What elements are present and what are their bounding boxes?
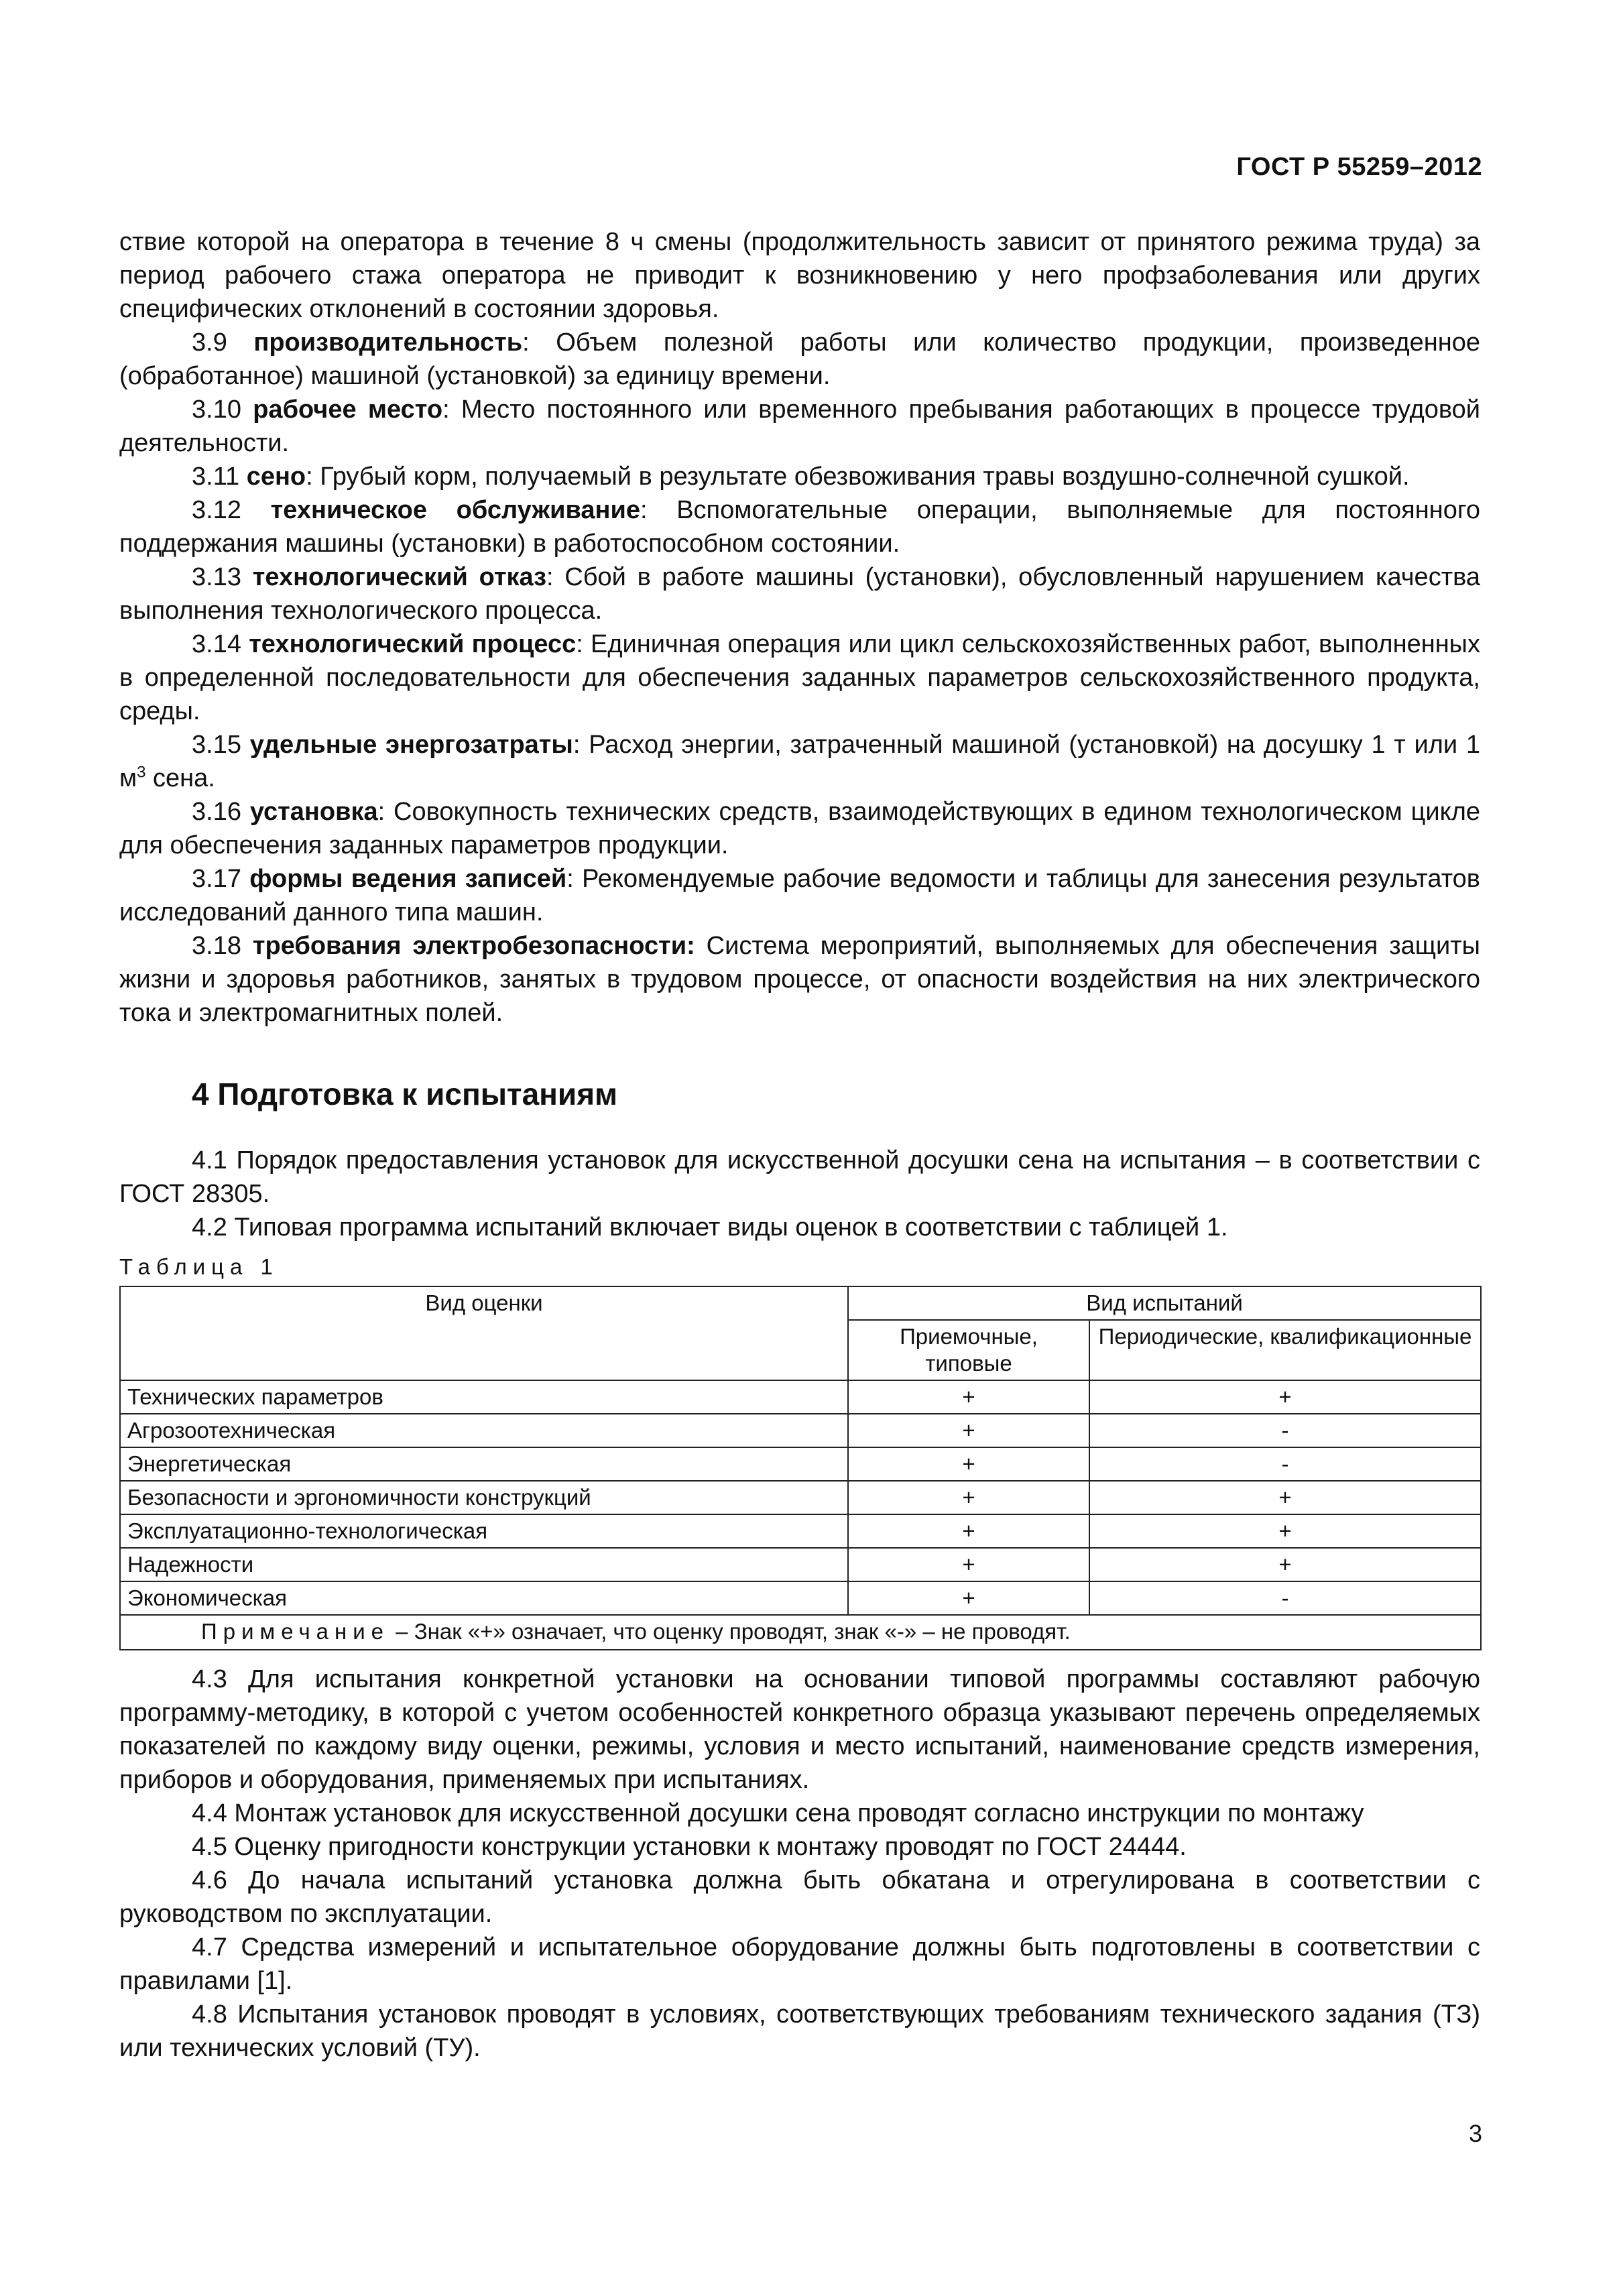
definition-3-13: 3.13 технологический отказ: Сбой в работе машины (установки), обусловленный нарушением качества выполнения технологического процесса. <box>119 563 1480 625</box>
definition-3-17: 3.17 формы ведения записей: Рекомендуемые рабочие ведомости и таблицы для занесения результатов исследований данного типа машин. <box>119 865 1480 926</box>
paragraph-4-5: 4.5 Оценку пригодности конструкции установки к монтажу проводят по ГОСТ 24444. <box>192 1833 1187 1861</box>
definition-3-10: 3.10 рабочее место: Место постоянного или временного пребывания работающих в процессе трудовой деятельности. <box>119 396 1480 457</box>
continuation-paragraph: ствие которой на оператора в течение 8 ч смены (продолжительность зависит от принятого режима труда) за период рабочего стажа оператора не приводит к возникновению у него профзаболевания или других специфических отклонений в состоянии здоровья. <box>119 228 1480 323</box>
paragraph-4-3: 4.3 Для испытания конкретной установки на основании типовой программы составляют рабочую программу-методику, в которой с учетом особенностей конкретного образца указывают перечень определяемых показателей по каждому виду оценки, режимы, условия и место испытаний, наименование средств измерения, приборов и оборудования, применяемых при испытаниях. <box>119 1665 1480 1794</box>
definition-3-15: 3.15 удельные энергозатраты: Расход энергии, затраченный машиной (установкой) на досушку 1 т или 1 $м^3$ сена. <box>119 731 1480 792</box>
table-caption: Таблица 1 <box>119 1254 279 1279</box>
evaluation-table <box>119 1286 1482 1650</box>
page-number: 3 <box>1468 2120 1482 2147</box>
paragraph-4-4: 4.4 Монтаж установок для искусственной досушки сена проводят согласно инструкции по монтажу <box>192 1799 1364 1827</box>
paragraph-4-2: 4.2 Типовая программа испытаний включает виды оценок в соответствии с таблицей 1. <box>192 1213 1228 1242</box>
term: формы ведения записей <box>249 865 567 893</box>
definition-3-14: 3.14 технологический процесс: Единичная операция или цикл сельскохозяйственных работ, выполненных в определенной последовательности для обеспечения заданных параметров сельскохозяйственного продукта, среды. <box>119 630 1480 725</box>
table-cell: - <box>1089 1447 1481 1481</box>
term: технологический отказ <box>252 563 547 591</box>
table-cell: + <box>1089 1481 1481 1514</box>
table-cell: + <box>848 1380 1089 1414</box>
table-cell: Надежности <box>120 1548 848 1581</box>
after-table-block <box>119 1663 1480 2065</box>
table-cell: Технических параметров <box>120 1380 848 1414</box>
term: требования электробезопасности: <box>252 932 695 960</box>
paragraph-4-7: 4.7 Средства измерений и испытательное оборудование должны быть подготовлены в соответствии с правилами [1]. <box>119 1933 1480 1995</box>
definition-3-11: 3.11 сено: Грубый корм, получаемый в результате обезвоживания травы воздушно-солнечной сушкой. <box>192 463 1410 491</box>
term: установка <box>249 798 378 826</box>
table-row <box>120 1481 1481 1514</box>
table-row <box>120 1447 1481 1481</box>
table-row <box>120 1414 1481 1447</box>
table-cell: Эксплуатационно-технологическая <box>120 1514 848 1548</box>
table-cell: Безопасности и эргономичности конструкций <box>120 1481 848 1514</box>
section-heading: 4 Подготовка к испытаниям <box>192 1077 618 1111</box>
document-code: ГОСТ Р 55259–2012 <box>1236 153 1482 181</box>
term: сено <box>246 463 306 491</box>
column-subheader: Приемочные, типовые <box>848 1320 1089 1380</box>
column-subheader: Периодические, квалификационные <box>1089 1320 1481 1380</box>
table-cell: + <box>848 1414 1089 1447</box>
paragraph-4-8: 4.8 Испытания установок проводят в условиях, соответствующих требованиям технического задания (ТЗ) или технических условий (ТУ). <box>119 2000 1480 2062</box>
term: технологический процесс <box>249 630 577 658</box>
table-cell: Агрозоотехническая <box>120 1414 848 1447</box>
table-cell: Энергетическая <box>120 1447 848 1481</box>
table-note <box>120 1615 1481 1650</box>
note-label: Примечание <box>201 1619 390 1644</box>
table-cell: + <box>848 1581 1089 1615</box>
superscript: 3 <box>137 763 146 782</box>
table-cell: + <box>1089 1514 1481 1548</box>
term: удельные энергозатраты <box>249 731 573 759</box>
column-header: Вид испытаний <box>848 1286 1481 1320</box>
table-row <box>120 1581 1481 1615</box>
definition-3-18: 3.18 требования электробезопасности: Система мероприятий, выполняемых для обеспечения защиты жизни и здоровья работников, занятых в трудовом процессе, от опасности воздействия на них электрического тока и электромагнитных полей. <box>119 932 1480 1027</box>
note-text: – Знак «+» означает, что оценку проводят, знак «-» – не проводят. <box>389 1619 1071 1644</box>
table-cell: + <box>1089 1548 1481 1581</box>
definition-3-9: 3.9 производительность: Объем полезной работы или количество продукции, произведенное (обработанное) машиной (установкой) за единицу времени. <box>119 328 1481 390</box>
page-content <box>119 225 1480 2065</box>
table-row <box>120 1380 1481 1414</box>
table-cell: - <box>1089 1581 1481 1615</box>
table-header-row <box>120 1286 1481 1320</box>
table-note-row <box>120 1615 1481 1650</box>
table-cell: + <box>1089 1380 1481 1414</box>
paragraph-4-6: 4.6 До начала испытаний установка должна быть обкатана и отрегулирована в соответствии с руководством по эксплуатации. <box>119 1866 1480 1928</box>
paragraph-4-1: 4.1 Порядок предоставления установок для искусственной досушки сена на испытания – в соответствии с ГОСТ 28305. <box>119 1146 1480 1208</box>
table-cell: + <box>848 1514 1089 1548</box>
table-cell: - <box>1089 1414 1481 1447</box>
table-row <box>120 1548 1481 1581</box>
definition-3-12: 3.12 техническое обслуживание: Вспомогательные операции, выполняемые для постоянного поддержания машины (установки) в работоспособном состоянии. <box>119 496 1481 558</box>
term: рабочее место <box>253 396 443 424</box>
table-cell: + <box>848 1481 1089 1514</box>
term: техническое обслуживание <box>270 496 640 524</box>
table-cell: + <box>848 1447 1089 1481</box>
definition-3-16: 3.16 установка: Совокупность технических средств, взаимодействующих в едином технологическом цикле для обеспечения заданных параметров продукции. <box>119 798 1480 859</box>
table-cell: Экономическая <box>120 1581 848 1615</box>
term: производительность <box>253 328 523 357</box>
table-cell: + <box>848 1548 1089 1581</box>
column-header: Вид оценки <box>120 1286 848 1380</box>
table-row <box>120 1514 1481 1548</box>
